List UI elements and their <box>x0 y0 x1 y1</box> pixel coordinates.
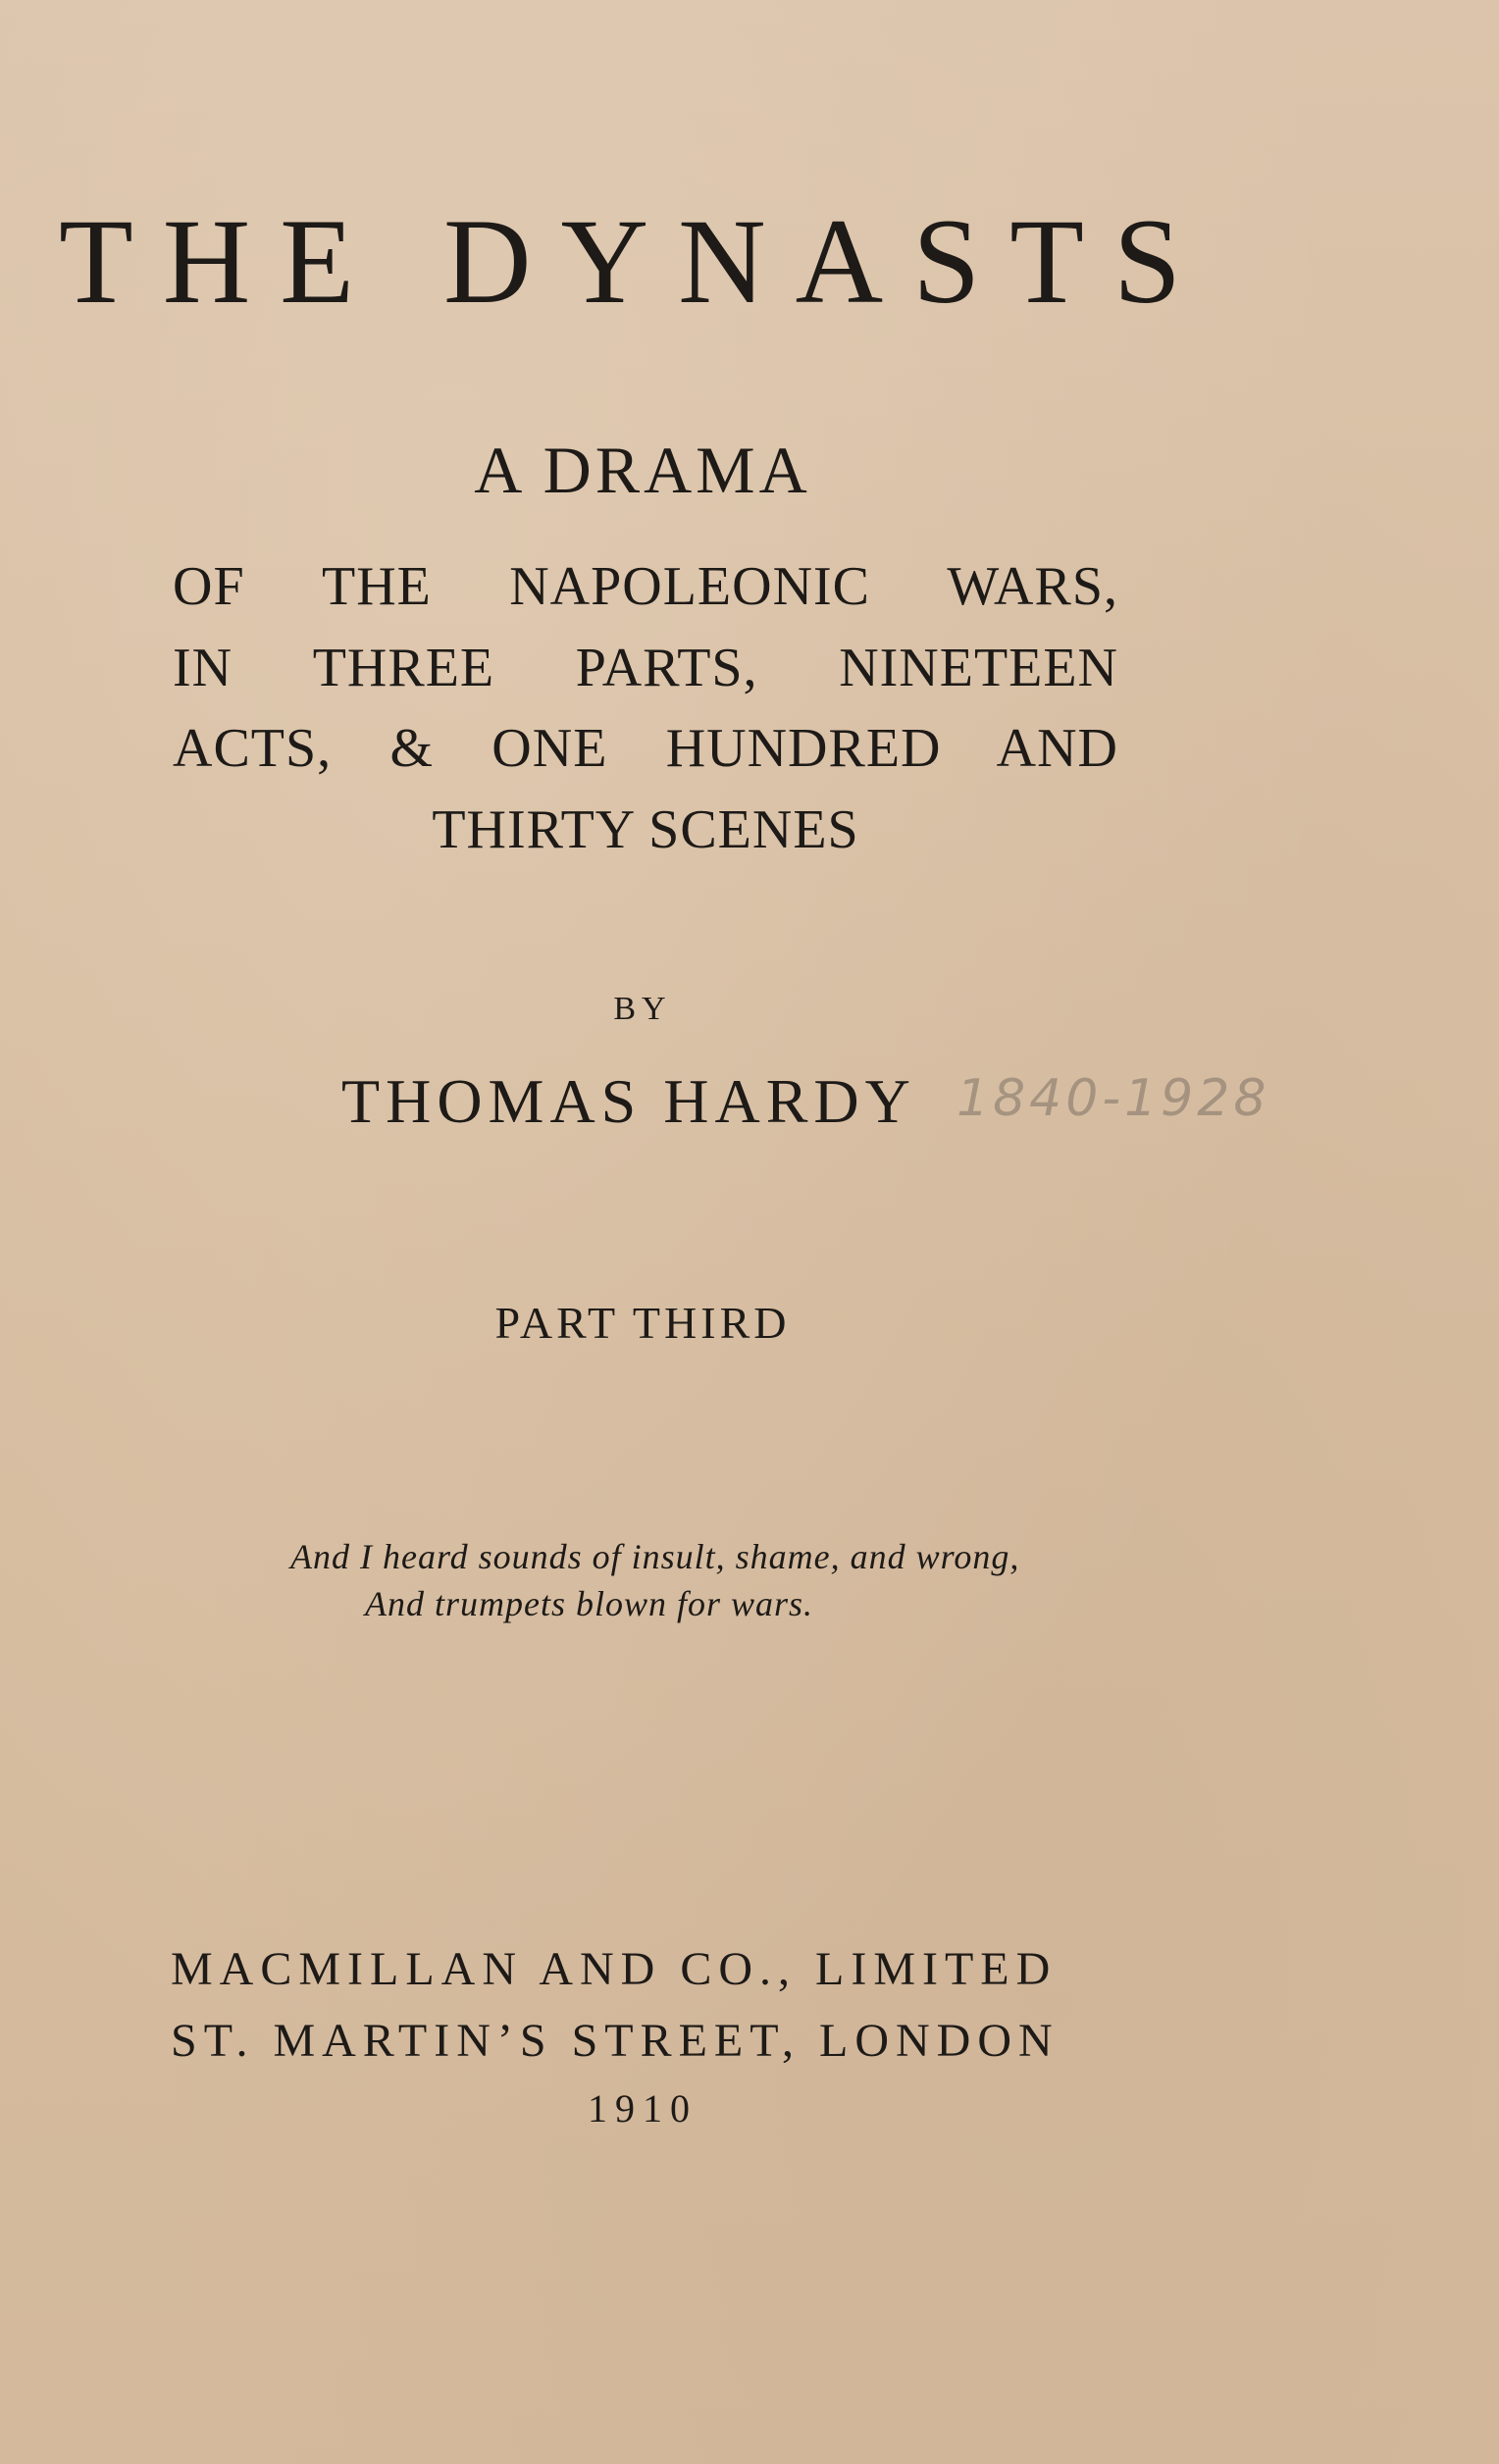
publication-year: 1910 <box>588 2086 698 2130</box>
epigraph-line-1: And I heard sounds of insult, shame, and wrong, <box>290 1537 1020 1576</box>
epigraph-line-2: And trumpets blown for wars. <box>365 1584 814 1623</box>
description-line-4: THIRTY SCENES <box>432 799 859 860</box>
description-line-1: OF THE NAPOLEONIC WARS, <box>173 556 1118 617</box>
description-line-2: IN THREE PARTS, NINETEEN <box>173 638 1118 698</box>
by-line: BY <box>613 991 672 1027</box>
author-name: THOMAS HARDY <box>341 1066 916 1136</box>
publisher-name: MACMILLAN AND CO., LIMITED <box>171 1943 1058 1995</box>
book-title: THE DYNASTS <box>59 194 1211 329</box>
publisher-address: ST. MARTIN’S STREET, LONDON <box>171 2015 1060 2067</box>
handwritten-dates: 1840-1928 <box>956 1069 1270 1128</box>
description-line-3: ACTS, & ONE HUNDRED AND <box>173 718 1118 779</box>
book-subtitle: A DRAMA <box>474 433 811 507</box>
part-label: PART THIRD <box>494 1298 791 1348</box>
